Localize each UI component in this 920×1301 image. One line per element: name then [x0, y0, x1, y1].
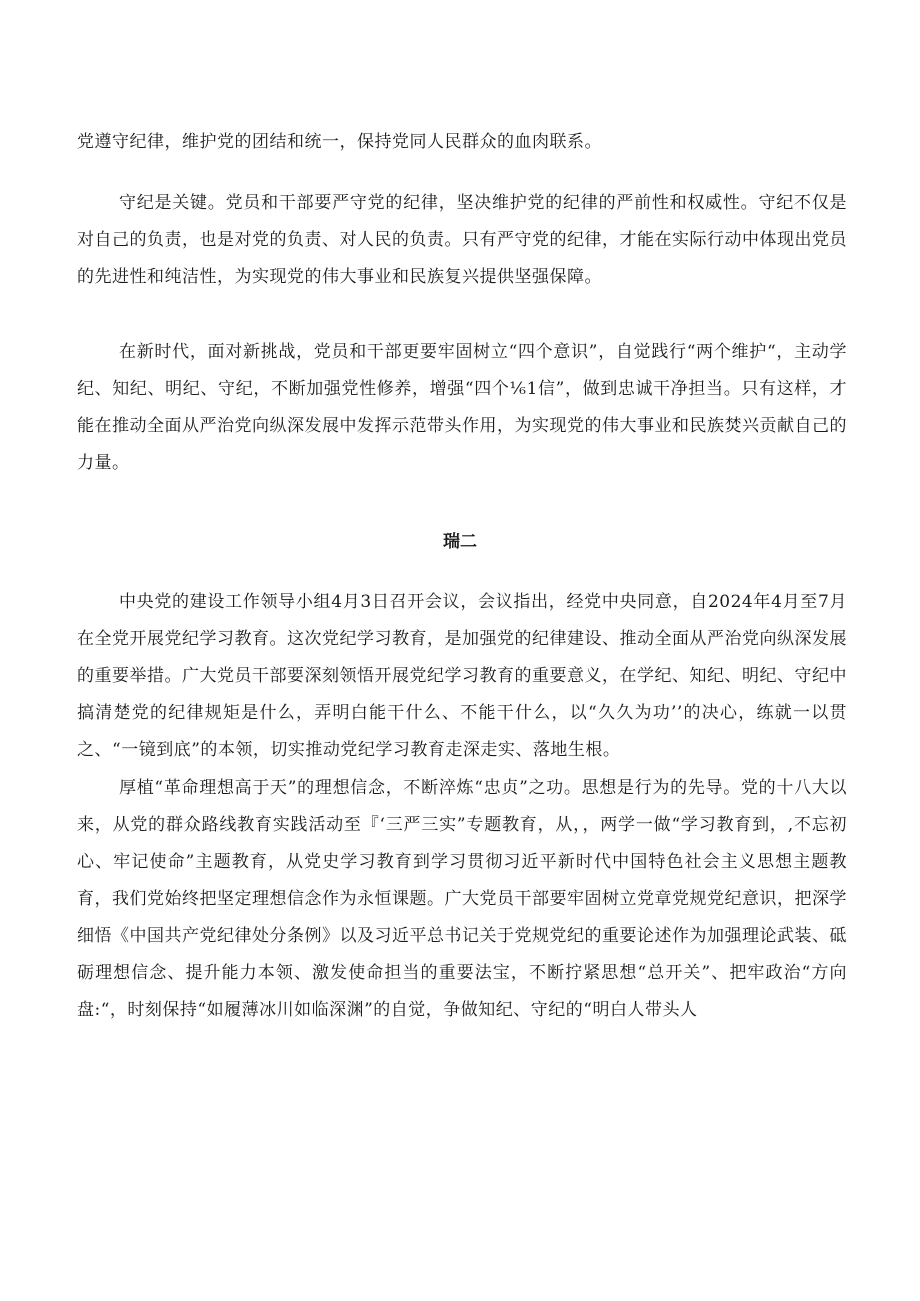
- section-heading: 瑞二: [443, 532, 477, 552]
- paragraph-continuation: 党遵守纪律，维护党的团结和统一，保持党同人民群众的血肉联系。: [77, 132, 602, 152]
- paragraph-ideals-convictions: 厚植“革命理想高于天”的理想信念，不断淬炼“忠贞”之功。思想是行为的先导。党的十八大以来，从党的群众路线教育实践活动至『‘三严三实”专题教育，从，，两学一做“学习教育到，,不忘初心、牢记使命”主题教育，从党史学习教育到学习贯彻习近平新时代中国特色社会主义思想主题教育，我们党始终把坚定理想信念作为永恒课题。广大党员干部要牢固树立党章党规党纪意识，把深学细悟《中国共产党纪律处分条例》以及习近平总书记关于党规党纪的重要论述作为加强理论武装、砥砺理想信念、提升能力本领、激发使命担当的重要法宝，不断拧紧思想“总开关”、把牢政治“方向盘:“，时刻保持“如履薄冰川如临深渊”的自觉，争做知纪、守纪的“明白人带头人: [77, 778, 848, 1020]
- paragraph-discipline-key: 守纪是关键。党员和干部要严守党的纪律，坚决维护党的纪律的严前性和权威性。守纪不仅是对自己的负责，也是对党的负责、对人民的负责。只有严守党的纪律，才能在实际行动中体现出党员的先进性和纯洁性，为实现党的伟大事业和民族复兴提供坚强保障。: [77, 193, 847, 287]
- paragraph-party-discipline-education: 中央党的建设工作领导小组4月3日召开会议，会议指出，经党中央同意，自2024年4月至7月在全党开展党纪学习教育。这次党纪学习教育，是加强党的纪律建设、推动全面从严治党向纵深发展的重要举措。广大党员干部要深刻领悟开展党纪学习教育的重要意义，在学纪、知纪、明纪、守纪中搞清楚党的纪律规矩是什么，弄明白能干什么、不能干什么，以“久久为功’’的决心，练就一以贯之、“一镜到底”的本领，切实推动党纪学习教育走深走实、落地生根。: [77, 592, 847, 760]
- paragraph-new-era: 在新时代，面对新挑战，党员和干部更要牢固树立“四个意识”，自觉践行“两个维护“，主动学纪、知纪、明纪、守纪，不断加强党性修养，增强“四个⅙1信”，做到忠诚干净担当。只有这样，才能在推动全面从严治党向纵深发展中发挥示范带头作用，为实现党的伟大事业和民族焚兴贡献自己的力量。: [77, 342, 847, 473]
